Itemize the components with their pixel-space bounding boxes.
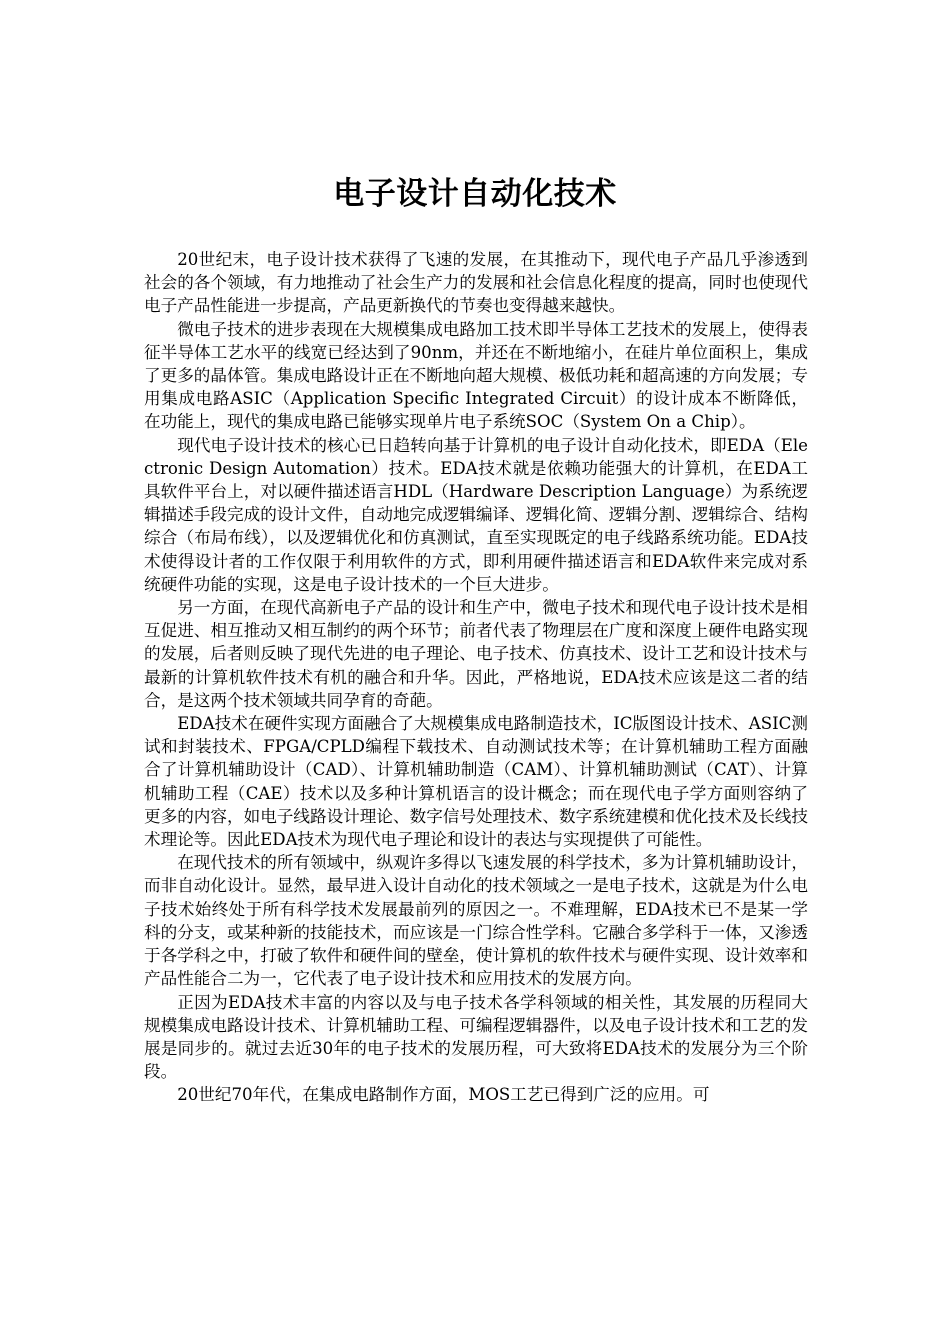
paragraph-3: 现代电子设计技术的核心已日趋转向基于计算机的电子设计自动化技术，即EDA（Electronic Design Automation）技术。EDA技术就是依赖功能强大的计算机，在EDA工具软件平台上，对以硬件描述语言HDL（Hardware Description Language）为系统逻辑描述手段完成的设计文件，自动地完成逻辑编译、逻辑化简、逻辑分割、逻辑综合、结构综合（布局布线），以及逻辑优化和仿真测试，直至实现既定的电子线路系统功能。EDA技术使得设计者的工作仅限于利用软件的方式，即利用硬件描述语言和EDA软件来完成对系统硬件功能的实现，这是电子设计技术的一个巨大进步。 [144, 435, 808, 594]
paragraph-4: 另一方面，在现代高新电子产品的设计和生产中，微电子技术和现代电子设计技术是相互促进、相互推动又相互制约的两个环节；前者代表了物理层在广度和深度上硬件电路实现的发展，后者则反映了现代先进的电子理论、电子技术、仿真技术、设计工艺和设计技术与最新的计算机软件技术有机的融合和升华。因此，严格地说，EDA技术应该是这二者的结合，是这两个技术领域共同孕育的奇葩。 [144, 598, 808, 710]
paragraph-2: 微电子技术的进步表现在大规模集成电路加工技术即半导体工艺技术的发展上，使得表征半导体工艺水平的线宽已经达到了90nm，并还在不断地缩小，在硅片单位面积上，集成了更多的晶体管。集成电路设计正在不断地向超大规模、极低功耗和超高速的方向发展；专用集成电路ASIC（Application Specific Integrated Circuit）的设计成本不断降低，在功能上，现代的集成电路已能够实现单片电子系统SOC（System On a Chip）。 [144, 319, 808, 432]
paragraph-6: 在现代技术的所有领域中，纵观许多得以飞速发展的科学技术，多为计算机辅助设计，而非自动化设计。显然，最早进入设计自动化的技术领域之一是电子技术，这就是为什么电子技术始终处于所有科学技术发展最前列的原因之一。不难理解，EDA技术已不是某一学科的分支，或某种新的技能技术，而应该是一门综合性学科。它融合多学科于一体，又渗透于各学科之中，打破了软件和硬件间的壁垒，使计算机的软件技术与硬件实现、设计效率和产品性能合二为一，它代表了电子设计技术和应用技术的发展方向。 [144, 853, 808, 989]
paragraph-5: EDA技术在硬件实现方面融合了大规模集成电路制造技术，IC版图设计技术、ASIC测试和封装技术、FPGA/CPLD编程下载技术、自动测试技术等；在计算机辅助工程方面融合了计算机辅助设计（CAD）、计算机辅助制造（CAM）、计算机辅助测试（CAT）、计算机辅助工程（CAE）技术以及多种计算机语言的设计概念；而在现代电子学方面则容纳了更多的内容，如电子线路设计理论、数字信号处理技术、数字系统建模和优化技术及长线技术理论等。因此EDA技术为现代电子理论和设计的表达与实现提供了可能性。 [144, 714, 808, 850]
paragraph-1: 20世纪末，电子设计技术获得了飞速的发展，在其推动下，现代电子产品几乎渗透到社会的各个领域，有力地推动了社会生产力的发展和社会信息化程度的提高，同时也使现代电子产品性能进一步提高，产品更新换代的节奏也变得越来越快。 [144, 250, 808, 316]
paragraph-7: 正因为EDA技术丰富的内容以及与电子技术各学科领域的相关性，其发展的历程同大规模集成电路设计技术、计算机辅助工程、可编程逻辑器件，以及电子设计技术和工艺的发展是同步的。就过去近30年的电子技术的发展历程，可大致将EDA技术的发展分为三个阶段。 [144, 992, 808, 1082]
document-body [144, 248, 808, 1107]
paragraph-8: 20世纪70年代，在集成电路制作方面，MOS工艺已得到广泛的应用。可 [177, 1085, 710, 1105]
document-title: 电子设计自动化技术 [333, 176, 617, 212]
